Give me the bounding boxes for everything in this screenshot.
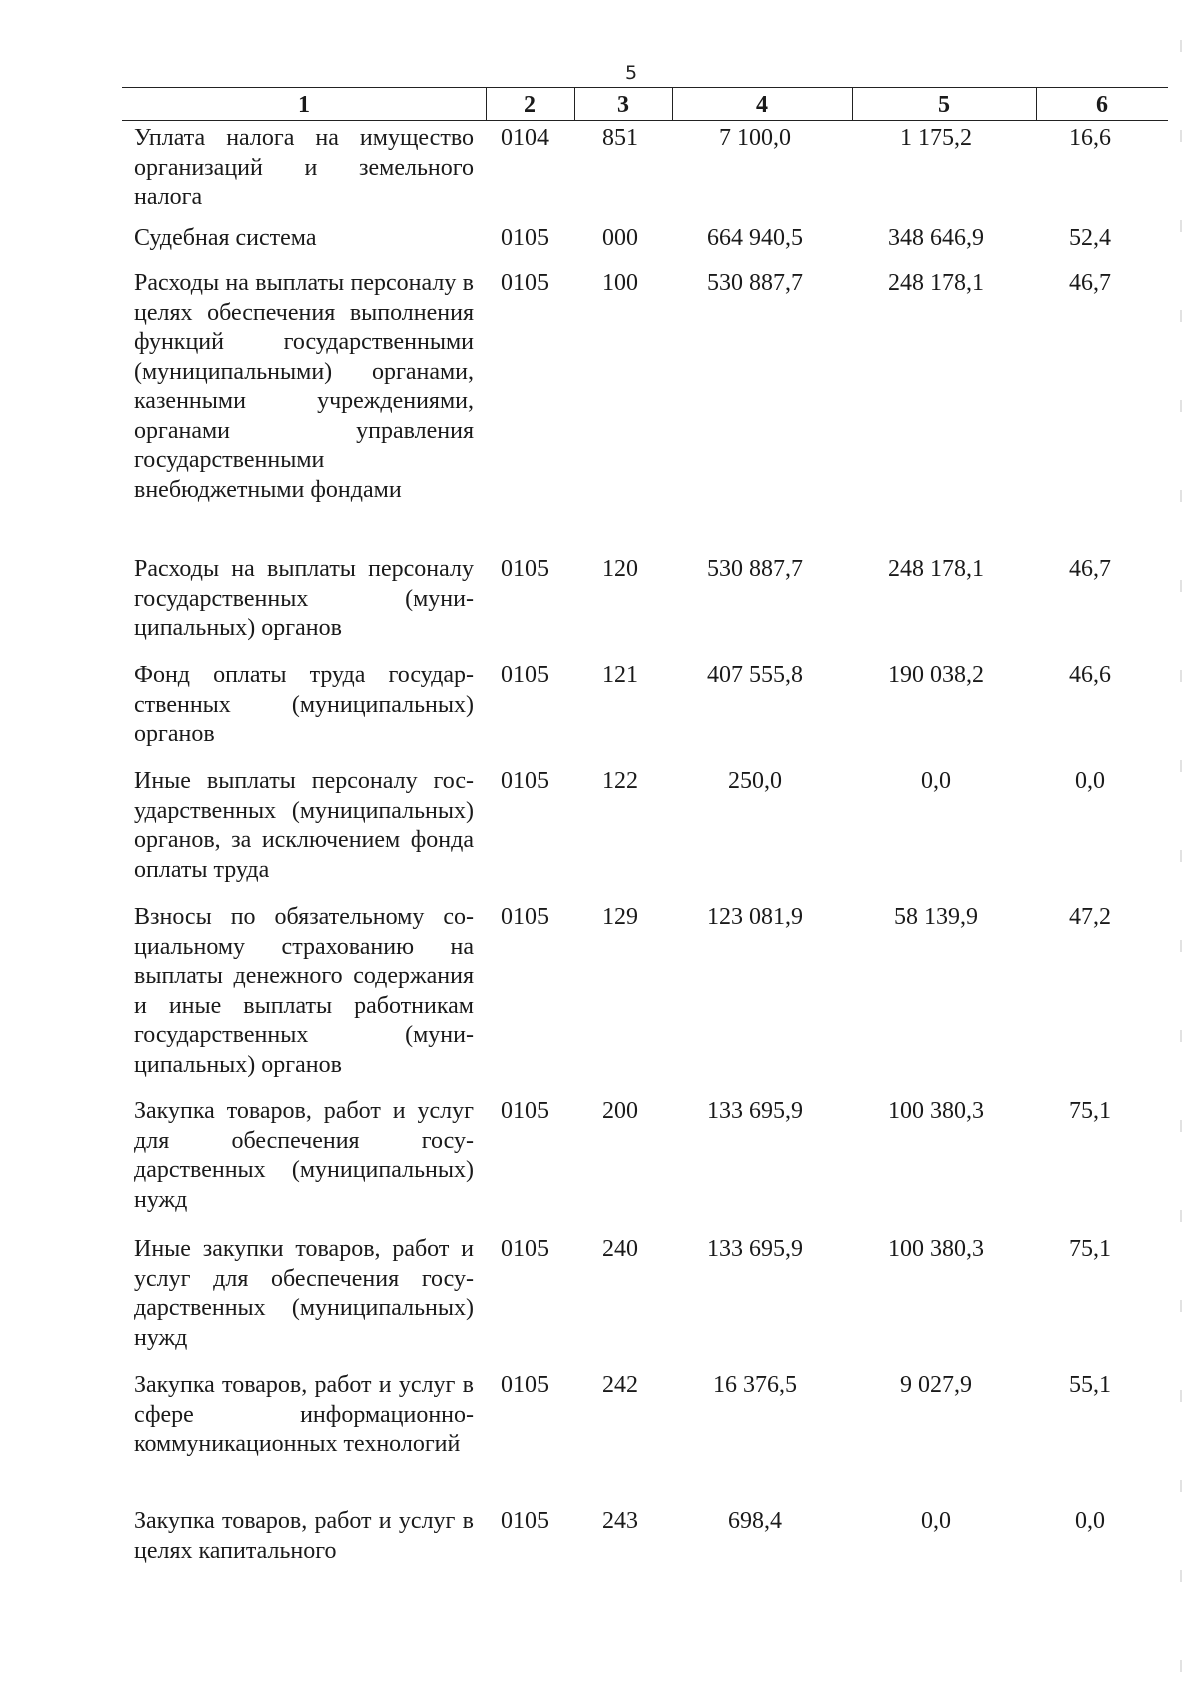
table-body [0,124,1200,1587]
row-section-code: 0105 [501,1508,549,1534]
row-expense-type: 243 [602,1508,638,1534]
row-section-code: 0105 [501,1372,549,1398]
row-section-code: 0105 [501,904,549,930]
header-col-1: 1 [298,92,310,118]
row-percent: 16,6 [1069,125,1111,151]
table-row [0,269,1200,555]
table-header [122,88,1168,121]
row-plan-value: 407 555,8 [707,662,803,688]
row-plan-value: 16 376,5 [713,1372,797,1398]
row-actual-value: 0,0 [921,768,951,794]
row-expense-type: 851 [602,125,638,151]
row-actual-value: 1 175,2 [900,125,972,151]
row-plan-value: 698,4 [728,1508,782,1534]
row-plan-value: 133 695,9 [707,1236,803,1262]
row-section-code: 0105 [501,768,549,794]
row-name: Иные закупки товаров, работ и услуг для обеспечения государственных (муниципальных) нужд [134,1236,474,1351]
row-expense-type: 242 [602,1372,638,1398]
row-expense-type: 122 [602,768,638,794]
table-row [0,1097,1200,1235]
row-section-code: 0105 [501,270,549,296]
row-expense-type: 120 [602,556,638,582]
row-plan-value: 250,0 [728,768,782,794]
header-col-3: 3 [617,92,629,118]
row-percent: 0,0 [1075,768,1105,794]
row-actual-value: 100 380,3 [888,1236,984,1262]
table-row [0,1371,1200,1507]
row-percent: 46,7 [1069,556,1111,582]
row-plan-value: 530 887,7 [707,270,803,296]
header-col-2: 2 [524,92,536,118]
scan-margin-marks [1180,0,1182,1708]
row-percent: 46,7 [1069,270,1111,296]
row-name: Расходы на выплаты персоналу в целях обеспечения выполнения функций государственными (муниципальными) органами, казенными учреждениями, органами управления государственными внебюджетными фондами [134,270,474,503]
row-section-code: 0105 [501,1098,549,1124]
row-actual-value: 248 178,1 [888,270,984,296]
row-expense-type: 121 [602,662,638,688]
row-plan-value: 664 940,5 [707,225,803,251]
row-name: Фонд оплаты труда государственных (муниципальных) органов [134,662,474,747]
table-row [0,767,1200,903]
row-actual-value: 9 027,9 [900,1372,972,1398]
row-percent: 75,1 [1069,1236,1111,1262]
row-name: Закупка товаров, работ и услуг в сфере информационно-коммуникационных технологий [134,1372,474,1457]
row-name: Судебная система [134,225,317,251]
row-actual-value: 58 139,9 [894,904,978,930]
header-col-5: 5 [938,92,950,118]
table-row [0,1235,1200,1371]
row-section-code: 0105 [501,556,549,582]
row-plan-value: 123 081,9 [707,904,803,930]
table-row [0,555,1200,661]
row-name: Иные выплаты персоналу государственных (муниципальных) органов, за исключением фонда оплаты труда [134,768,474,883]
row-name: Уплата налога на имущество организаций и земельного налога [134,125,474,210]
row-actual-value: 248 178,1 [888,556,984,582]
row-percent: 75,1 [1069,1098,1111,1124]
table-row [0,224,1200,269]
row-expense-type: 240 [602,1236,638,1262]
row-percent: 52,4 [1069,225,1111,251]
row-percent: 0,0 [1075,1508,1105,1534]
row-percent: 47,2 [1069,904,1111,930]
row-section-code: 0104 [501,125,549,151]
row-plan-value: 7 100,0 [719,125,791,151]
row-actual-value: 348 646,9 [888,225,984,251]
table-row [0,661,1200,767]
row-section-code: 0105 [501,1236,549,1262]
row-section-code: 0105 [501,225,549,251]
row-name: Закупка товаров, работ и услуг в целях капитального [134,1508,474,1564]
row-expense-type: 200 [602,1098,638,1124]
table-row [0,124,1200,224]
header-col-6: 6 [1096,92,1108,118]
row-section-code: 0105 [501,662,549,688]
row-plan-value: 133 695,9 [707,1098,803,1124]
row-percent: 55,1 [1069,1372,1111,1398]
row-name: Закупка товаров, работ и услуг для обеспечения государственных (муниципальных) нужд [134,1098,474,1213]
row-expense-type: 000 [602,225,638,251]
row-expense-type: 129 [602,904,638,930]
row-name: Расходы на выплаты персоналу государственных (муниципальных) органов [134,556,474,641]
row-actual-value: 100 380,3 [888,1098,984,1124]
page-number: 5 [624,62,638,84]
table-row [0,903,1200,1097]
row-plan-value: 530 887,7 [707,556,803,582]
row-expense-type: 100 [602,270,638,296]
row-percent: 46,6 [1069,662,1111,688]
row-actual-value: 190 038,2 [888,662,984,688]
row-actual-value: 0,0 [921,1508,951,1534]
table-row [0,1507,1200,1587]
row-name: Взносы по обязательному социальному страхованию на выплаты денежного содержания и иные выплаты работникам государственных (муниципальных) органов [134,904,474,1078]
header-col-4: 4 [756,92,768,118]
